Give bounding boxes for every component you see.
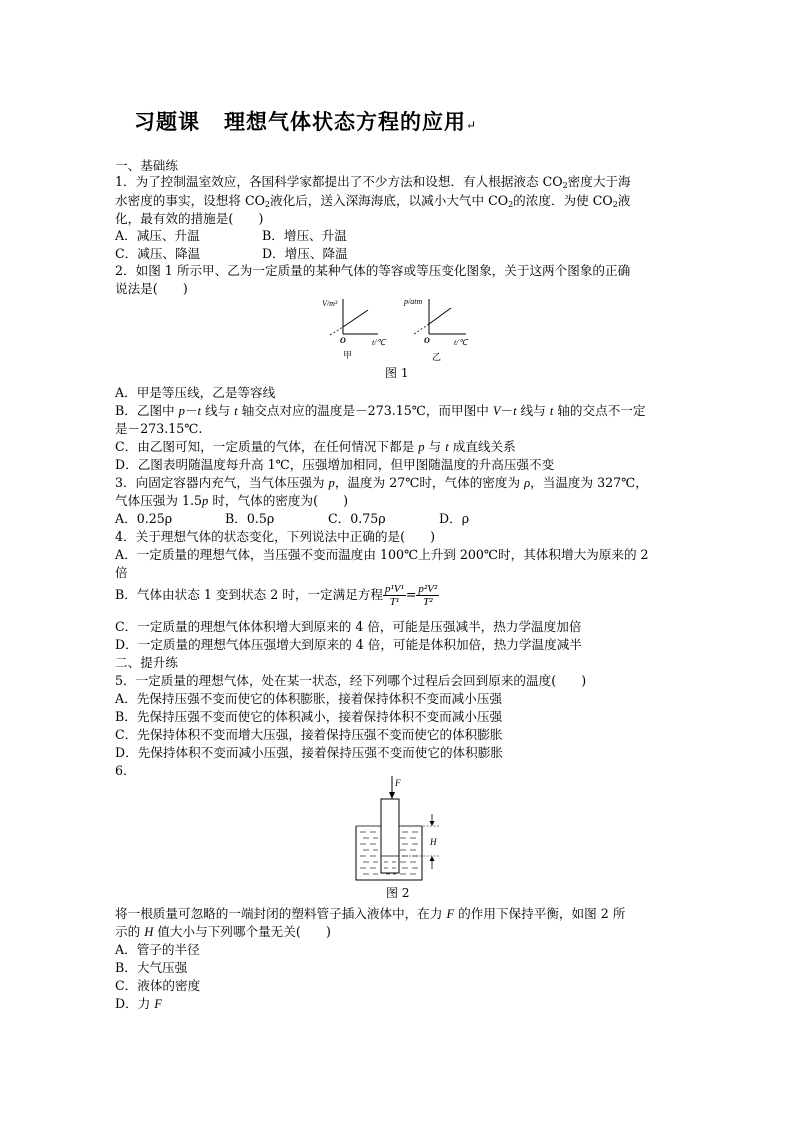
q6-option-b: B．大气压强 [115, 960, 188, 975]
page-title [134, 106, 477, 136]
q3-line-2: 气体压强为 1.5p 时，气体的密度为( ) [115, 493, 349, 508]
figure-1-caption: 图 1 [385, 366, 409, 380]
title-part-1: 习题课 [134, 109, 200, 134]
figure-1-graphs [316, 294, 486, 366]
q5-line-1: 5．一定质量的理想气体，处在某一状态，经下列哪个过程后会回到原来的温度( ) [115, 673, 587, 688]
q4-option-c: C．一定质量的理想气体体积增大到原来的 4 倍，可能是压强减半，热力学温度加倍 [115, 619, 582, 634]
section-heading-advanced: 二、提升练 [115, 655, 178, 670]
left-y-label: V/m³ [322, 299, 338, 308]
tube [381, 799, 399, 873]
right-x-label: t/℃ [454, 338, 468, 347]
section-heading-basic: 一、基础练 [115, 158, 178, 173]
figure-2-caption: 图 2 [386, 886, 410, 900]
right-dashed-extension [414, 324, 429, 334]
q6-option-a: A．管子的半径 [115, 942, 200, 957]
q5-option-c: C．先保持体积不变而增大压强，接着保持压强不变而使它的体积膨胀 [115, 727, 503, 742]
q3-option-d: D．ρ [439, 511, 470, 526]
q1-line-3: 化，最有效的措施是( ) [115, 211, 264, 226]
q2-line-2: 说法是( ) [115, 281, 188, 296]
q1-option-c: C．减压、降温 [115, 246, 201, 261]
q2-option-c: C．由乙图可知，一定质量的气体，在任何情况下都是 p 与 t 成直线关系 [115, 439, 516, 454]
left-graph-name: 甲 [343, 350, 353, 360]
height-label: H [430, 837, 437, 847]
title-part-2: 理想气体状态方程的应用 [224, 109, 466, 134]
q3-option-a: A．0.25ρ [115, 511, 173, 526]
force-arrow-head [389, 792, 395, 799]
left-origin-label: O [340, 336, 346, 345]
q4-option-a-line-1: A．一定质量的理想气体，当压强不变而温度由 100℃上升到 200℃时，其体积增大为原来的 2 [115, 547, 649, 562]
q3-option-c: C．0.75ρ [328, 511, 386, 526]
left-dashed-extension [330, 327, 343, 335]
q6-option-c: C．液体的密度 [115, 978, 201, 993]
q2-option-a: A．甲是等压线，乙是等容线 [115, 385, 276, 400]
force-label: F [395, 778, 401, 788]
q1-line-1: 1．为了控制温室效应，各国科学家都提出了不少方法和设想．有人根据液态 $CO_2$密度大于海 [115, 174, 631, 190]
left-graph-line [343, 310, 368, 327]
q4-line-1: 4．关于理想气体的状态变化，下列说法中正确的是( ) [115, 529, 436, 544]
q1-option-d: D．增压、降温 [262, 246, 348, 261]
right-y-label: p/atm [404, 297, 423, 306]
q2-option-d: D．乙图表明随温度每升高 1℃，压强增加相同，但甲图随温度的升高压强不变 [115, 457, 555, 472]
fraction-left: $\frac{\text{p¹V¹}}{\text{T¹}}$ [384, 583, 404, 608]
q2-option-b-line-2: 是－273.15℃. [115, 421, 203, 436]
q4-option-b: B．气体由状态 1 变到状态 2 时，一定满足方程 $\frac{\text{p¹V¹}}{\text{T¹}}$ = $\frac{\text{p²V²}}{\text{T²}}$ [115, 583, 438, 608]
q6-option-d: D．力 F [115, 996, 162, 1011]
q3-option-b: B．0.5ρ [225, 511, 275, 526]
q2-line-1: 2．如图 1 所示甲、乙为一定质量的某种气体的等容或等压变化图象，关于这两个图象的正确 [115, 263, 631, 278]
figure-2-tube-diagram [350, 774, 450, 886]
q6-number: 6. [115, 763, 128, 778]
q2-option-b-line-1: B．乙图中 p－t 线与 t 轴交点对应的温度是－273.15℃，而甲图中 V－t 线与 t 轴的交点不一定 [115, 403, 646, 418]
q1-option-b: B．增压、升温 [262, 228, 347, 243]
q3-line-1: 3．向固定容器内充气，当气体压强为 p，温度为 27℃时，气体的密度为 ρ，当温度为 327℃， [115, 475, 648, 490]
q4-option-d: D．一定质量的理想气体压强增大到原来的 4 倍，可能是体积加倍，热力学温度减半 [115, 637, 582, 652]
left-x-label: t/℃ [372, 338, 386, 347]
q5-option-b: B．先保持压强不变而使它的体积减小，接着保持体积不变而减小压强 [115, 709, 503, 724]
return-mark: ↵ [466, 118, 478, 132]
right-origin-label: O [424, 336, 430, 345]
fraction-right: $\frac{\text{p²V²}}{\text{T²}}$ [418, 583, 438, 608]
q1-line-2: 水密度的事实，设想将 $CO_2$液化后，送入深海海底，以减小大气中 $CO_2$的浓度．为使 $CO_2$液 [115, 193, 631, 209]
q1-option-a: A．减压、升温 [115, 228, 200, 243]
q5-option-d: D．先保持体积不变而减小压强，接着保持压强不变而使它的体积膨胀 [115, 745, 503, 760]
right-graph-name: 乙 [432, 352, 442, 362]
right-graph-line [429, 308, 451, 324]
q5-option-a: A．先保持压强不变而使它的体积膨胀，接着保持体积不变而减小压强 [115, 691, 502, 706]
q4-option-a-line-2: 倍 [115, 565, 128, 580]
q6-line-1: 将一根质量可忽略的一端封闭的塑料管子插入液体中，在力 F 的作用下保持平衡，如图 2 所 [115, 906, 626, 921]
q6-line-2: 示的 H 值大小与下列哪个量无关( ) [115, 924, 331, 939]
